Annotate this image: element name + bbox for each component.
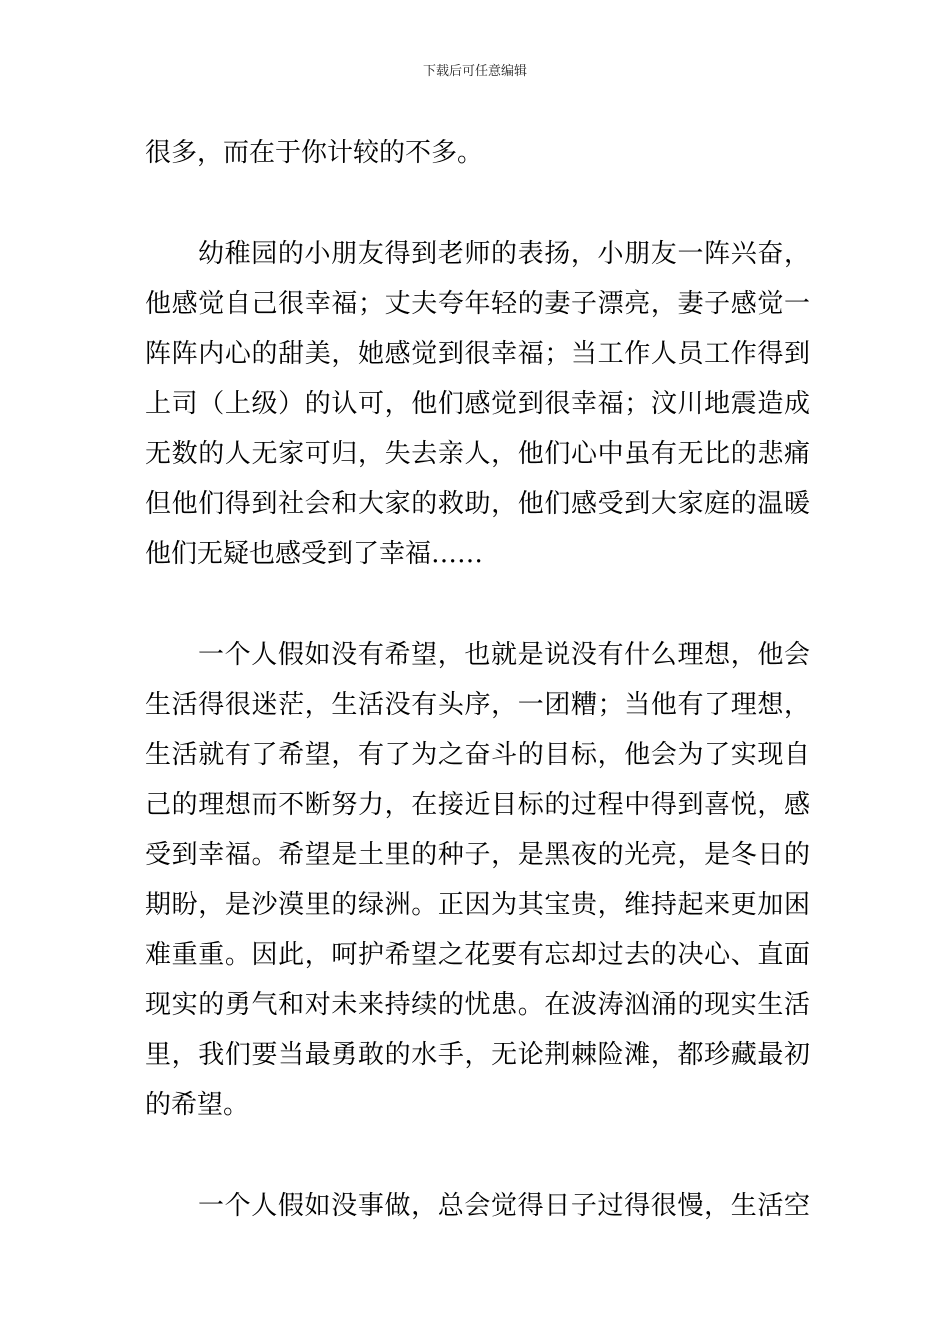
text-line: 己的理想而不断努力，在接近目标的过程中得到喜悦，感 — [145, 790, 810, 820]
paragraph-gap — [145, 1130, 810, 1181]
text-line: 受到幸福。希望是土里的种子，是黑夜的光亮，是冬日的 — [145, 840, 810, 870]
text-line: 阵阵内心的甜美，她感觉到很幸福；当工作人员工作得到 — [145, 339, 810, 369]
text-line: 一个人假如没事做，总会觉得日子过得很慢，生活空 — [198, 1191, 810, 1221]
page-header: 下载后可任意编辑 — [422, 64, 527, 79]
text-line: 生活得很迷茫，生活没有头序，一团糟；当他有了理想， — [145, 690, 810, 720]
document-body — [145, 128, 810, 1231]
text-line: 上司（上级）的认可，他们感觉到很幸福；汶川地震造成 — [145, 389, 810, 419]
paragraph — [145, 128, 810, 178]
text-line: 他感觉自己很幸福；丈夫夸年轻的妻子漂亮，妻子感觉一 — [145, 289, 810, 319]
text-line: 他们无疑也感受到了幸福…… — [145, 539, 484, 569]
text-line: 现实的勇气和对未来持续的忧患。在波涛汹涌的现实生活 — [145, 990, 810, 1020]
paragraph-gap — [145, 579, 810, 630]
text-line: 但他们得到社会和大家的救助，他们感受到大家庭的温暖 — [145, 489, 810, 519]
text-line: 期盼，是沙漠里的绿洲。正因为其宝贵，维持起来更加困 — [145, 890, 810, 920]
paragraph — [145, 1181, 810, 1231]
text-line: 的希望。 — [145, 1090, 250, 1120]
paragraph — [145, 229, 810, 579]
text-line: 难重重。因此，呵护希望之花要有忘却过去的决心、直面 — [145, 940, 810, 970]
text-line: 生活就有了希望，有了为之奋斗的目标，他会为了实现自 — [145, 740, 810, 770]
text-line: 一个人假如没有希望，也就是说没有什么理想，他会 — [198, 640, 810, 670]
text-line: 幼稚园的小朋友得到老师的表扬，小朋友一阵兴奋， — [198, 239, 810, 269]
text-line: 里，我们要当最勇敢的水手，无论荆棘险滩，都珍藏最初 — [145, 1040, 810, 1070]
text-line: 无数的人无家可归，失去亲人，他们心中虽有无比的悲痛 — [145, 439, 810, 469]
paragraph-gap — [145, 178, 810, 229]
text-line: 很多，而在于你计较的不多。 — [145, 138, 484, 168]
paragraph — [145, 630, 810, 1130]
